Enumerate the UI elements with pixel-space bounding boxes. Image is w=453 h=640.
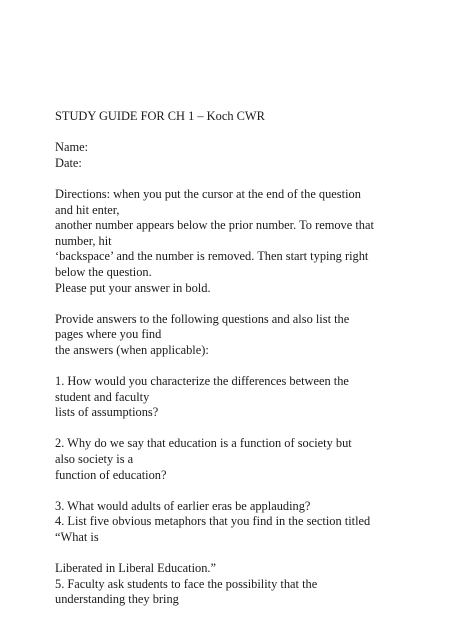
text-line: Liberated in Liberal Education.”: [55, 561, 217, 576]
document-body: [55, 109, 415, 608]
text-line: 2. Why do we say that education is a function of society but: [55, 436, 352, 451]
text-line: and hit enter,: [55, 202, 120, 217]
text-line: Provide answers to the following questions and also list the: [55, 311, 350, 326]
spacer: [55, 359, 415, 375]
spacer: [55, 125, 415, 141]
text-line: the answers (when applicable):: [55, 342, 209, 357]
text-line: 5. Faculty ask students to face the possibility that the: [55, 576, 318, 591]
document-title: STUDY GUIDE FOR CH 1 – Koch CWR: [55, 109, 265, 123]
name-label: Name:: [55, 140, 89, 155]
directions-paragraph: [55, 187, 415, 296]
text-line: “What is: [55, 530, 99, 545]
date-label: Date:: [55, 155, 82, 170]
text-line: ‘backspace’ and the number is removed. Then start typing right: [55, 249, 369, 264]
spacer: [55, 171, 415, 187]
text-line: below the question.: [55, 264, 152, 279]
text-line: Please put your answer in bold.: [55, 280, 211, 295]
text-line: another number appears below the prior number. To remove that: [55, 218, 374, 233]
text-line: number, hit: [55, 233, 112, 248]
text-line: 4. List five obvious metaphors that you find in the section titled: [55, 514, 371, 529]
question-1: [55, 374, 415, 421]
spacer: [55, 483, 415, 499]
intro-paragraph: [55, 312, 415, 359]
questions-3-4: [55, 499, 415, 546]
spacer: [55, 546, 415, 562]
spacer: [55, 421, 415, 437]
text-line: student and faculty: [55, 389, 150, 404]
text-line: Directions: when you put the cursor at the end of the question: [55, 186, 361, 201]
text-line: function of education?: [55, 467, 167, 482]
text-line: understanding they bring: [55, 592, 179, 607]
questions-4-5: [55, 561, 415, 608]
text-line: 1. How would you characterize the differences between the: [55, 374, 349, 389]
text-line: pages where you find: [55, 327, 162, 342]
text-line: lists of assumptions?: [55, 405, 159, 420]
spacer: [55, 296, 415, 312]
question-2: [55, 436, 415, 483]
text-line: also society is a: [55, 452, 134, 467]
text-line: 3. What would adults of earlier eras be applauding?: [55, 498, 311, 513]
